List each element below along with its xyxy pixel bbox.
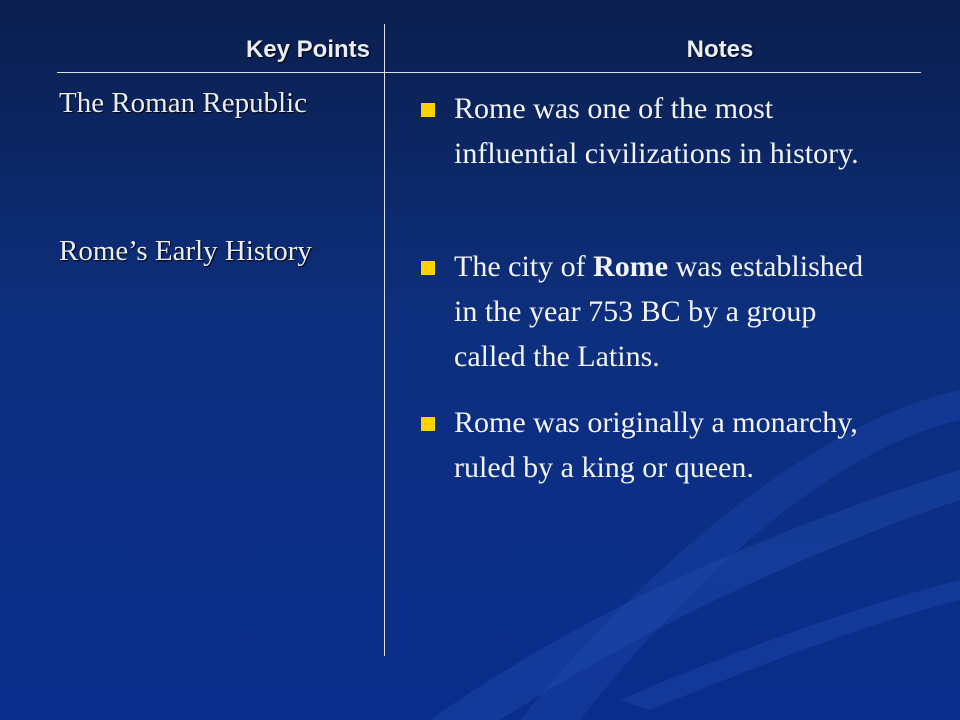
note-text: Rome was one of the most influential civilizations in history. (454, 92, 859, 170)
header-rule (57, 72, 921, 73)
key-points-header: Key Points (245, 36, 370, 63)
note-text-part: The city of (454, 250, 594, 283)
note-bullet (421, 86, 891, 176)
note-text (454, 244, 891, 379)
note-emphasis: Rome (593, 250, 669, 283)
square-bullet-icon (421, 103, 435, 117)
key-point-early-history: Rome’s Early History (59, 235, 312, 267)
square-bullet-icon (421, 261, 435, 275)
column-divider (384, 24, 385, 656)
note-text-part: was established in the year 753 BC by a group called the Latins. (454, 250, 864, 373)
key-point-roman-republic: The Roman Republic (59, 87, 308, 119)
note-bullet (421, 400, 891, 490)
square-bullet-icon (421, 417, 435, 431)
notes-header: Notes (686, 36, 754, 63)
note-text: Rome was originally a monarchy, ruled by a king or queen. (454, 406, 858, 484)
note-bullet (421, 244, 891, 379)
